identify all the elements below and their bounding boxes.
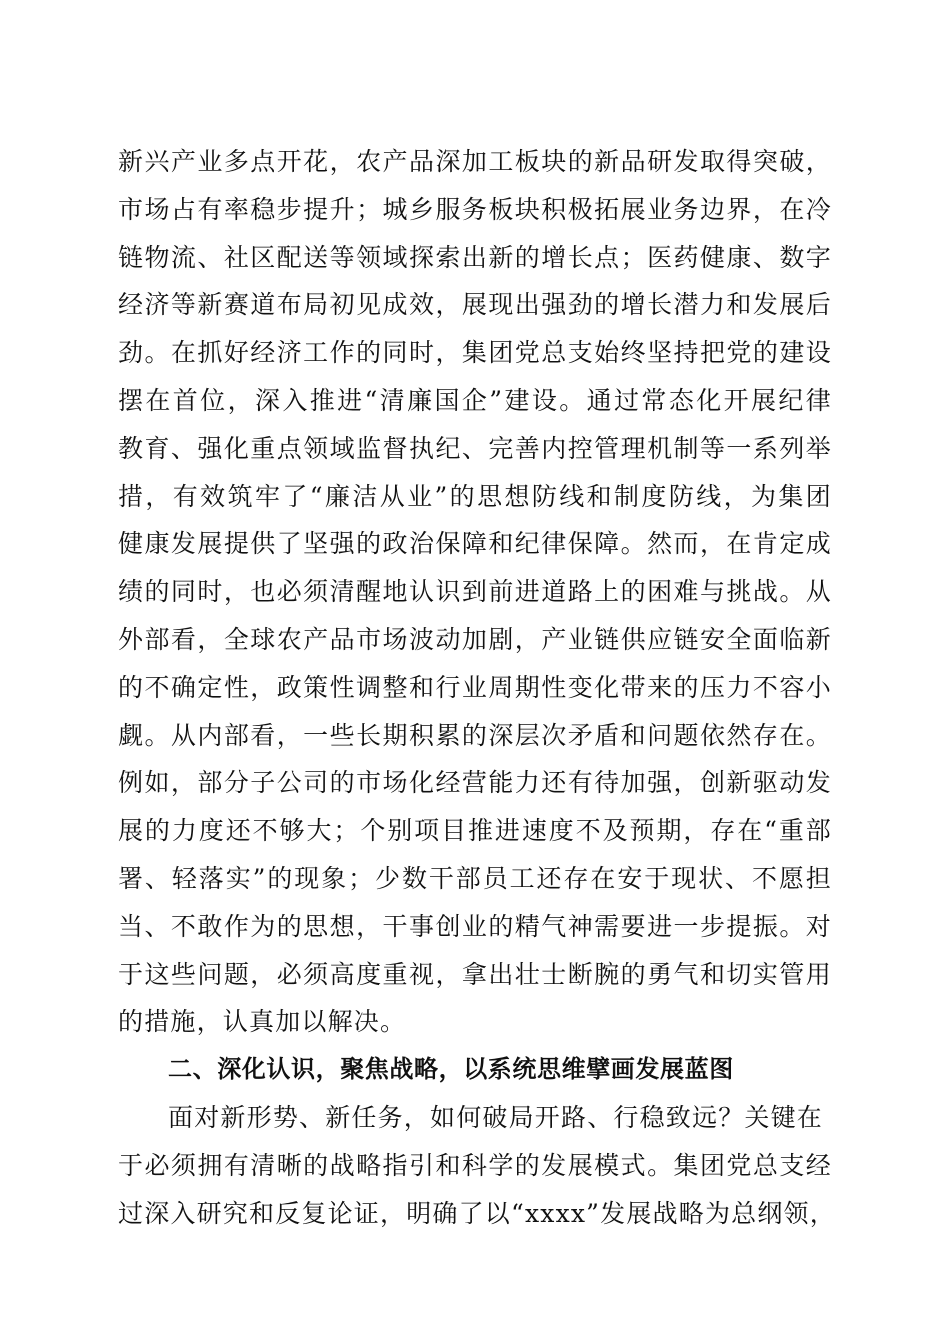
paragraph-line: 于必须拥有清晰的战略指引和科学的发展模式。集团党总支经 <box>118 1150 832 1180</box>
paragraph-line: 市场占有率稳步提升；城乡服务板块积极拓展业务边界，在冷 <box>118 194 832 224</box>
paragraph-line: 觑。从内部看，一些长期积累的深层次矛盾和问题依然存在。 <box>118 720 832 750</box>
paragraph-line: 面对新形势、新任务，如何破局开路、行稳致远？关键在 <box>168 1102 824 1132</box>
paragraph-line: 的不确定性，政策性调整和行业周期性变化带来的压力不容小 <box>118 672 832 702</box>
paragraph-line: 绩的同时，也必须清醒地认识到前进道路上的困难与挑战。从 <box>118 577 832 607</box>
paragraph-line: 的措施，认真加以解决。 <box>118 1007 407 1037</box>
paragraph-line: 摆在首位，深入推进“清廉国企”建设。通过常态化开展纪律 <box>118 385 832 415</box>
paragraph-line: 链物流、社区配送等领域探索出新的增长点；医药健康、数字 <box>118 242 832 272</box>
paragraph-line: 健康发展提供了坚强的政治保障和纪律保障。然而，在肯定成 <box>118 529 832 559</box>
paragraph-line: 措，有效筑牢了“廉洁从业”的思想防线和制度防线，为集团 <box>118 481 832 511</box>
paragraph-line: 于这些问题，必须高度重视，拿出壮士断腕的勇气和切实管用 <box>118 959 832 989</box>
paragraph-line: 当、不敢作为的思想，干事创业的精气神需要进一步提振。对 <box>118 911 832 941</box>
paragraph-line: 展的力度还不够大；个别项目推进速度不及预期，存在“重部 <box>118 816 832 846</box>
section-heading: 二、深化认识，聚焦战略，以系统思维擘画发展蓝图 <box>168 1055 734 1084</box>
paragraph-line: 例如，部分子公司的市场化经营能力还有待加强，创新驱动发 <box>118 768 832 798</box>
paragraph-line: 经济等新赛道布局初见成效，展现出强劲的增长潜力和发展后 <box>118 290 832 320</box>
paragraph-line: 教育、强化重点领域监督执纪、完善内控管理机制等一系列举 <box>118 433 832 463</box>
paragraph-line: 外部看，全球农产品市场波动加剧，产业链供应链安全面临新 <box>118 624 832 654</box>
paragraph-line: 劲。在抓好经济工作的同时，集团党总支始终坚持把党的建设 <box>118 338 832 368</box>
paragraph-line: 署、轻落实”的现象；少数干部员工还存在安于现状、不愿担 <box>118 863 832 893</box>
paragraph-line: 过深入研究和反复论证，明确了以“xxxx”发展战略为总纲领， <box>118 1198 836 1228</box>
paragraph-line: 新兴产业多点开花，农产品深加工板块的新品研发取得突破， <box>118 147 832 176</box>
document-body <box>118 138 836 1237</box>
